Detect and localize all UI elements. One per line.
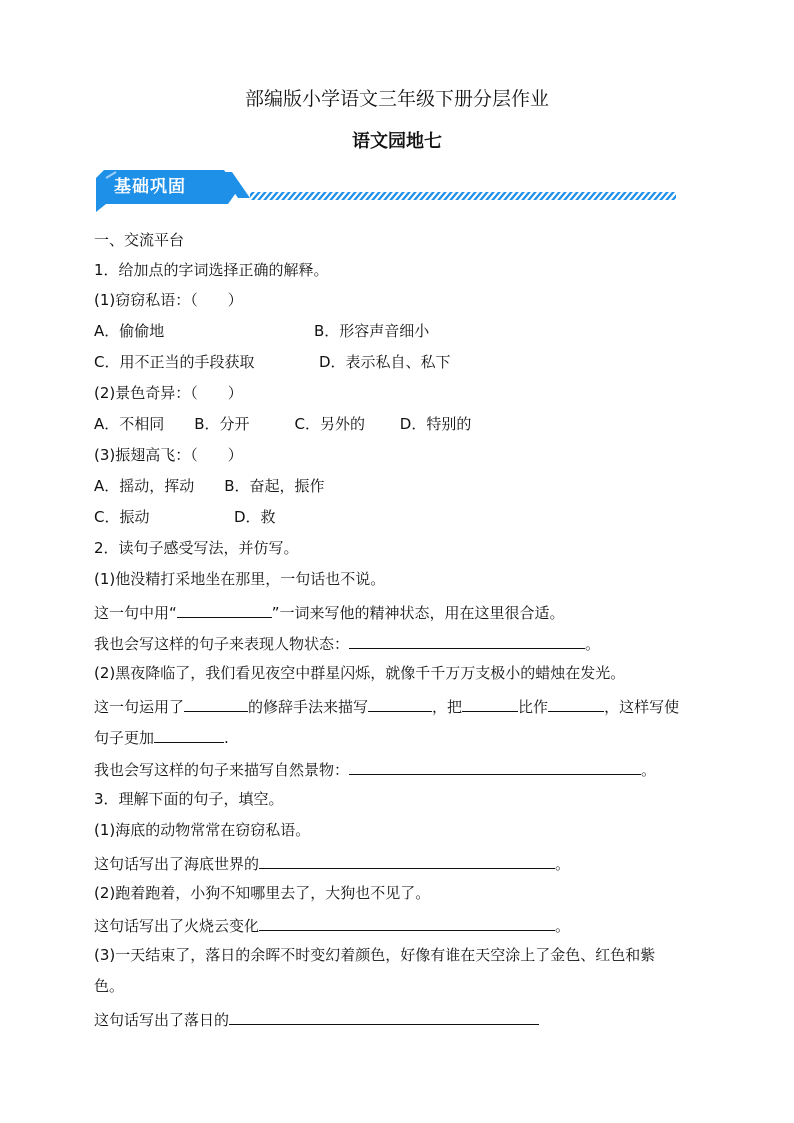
line-15: (2)黑夜降临了，我们看见夜空中群星闪烁，就像千千万万支极小的蜡烛在发光。 — [94, 664, 626, 682]
text-segment: . — [224, 729, 229, 747]
line-21 — [94, 851, 570, 875]
line-17 — [94, 725, 229, 749]
line-12: (1)他没精打采地坐在那里，一句话也不说。 — [94, 570, 386, 588]
answer-blank[interactable] — [184, 694, 248, 712]
line-9: A．摇动，挥动 B．奋起，振作 — [94, 477, 325, 495]
line-24: (3)一天结束了，落日的余晖不时变幻着颜色，好像有谁在天空涂上了金色、红色和紫 — [94, 946, 656, 964]
line-13 — [94, 600, 565, 624]
line-8: (3)振翅高飞：（ ） — [94, 446, 243, 464]
answer-blank[interactable] — [229, 1007, 539, 1025]
option-c: C．振动 — [94, 508, 150, 526]
line-10 — [94, 506, 276, 528]
text-segment: 。 — [641, 761, 657, 779]
option-d: D．表示私自、私下 — [319, 353, 451, 371]
text-segment: 。 — [585, 635, 601, 653]
line-14 — [94, 631, 600, 655]
text-segment: 我也会写这样的句子来描写自然景物： — [94, 761, 350, 779]
answer-blank[interactable] — [154, 725, 224, 743]
text-segment: 比作 — [518, 698, 549, 716]
line-23 — [94, 913, 570, 937]
text-segment: ，把 — [432, 698, 463, 716]
text-segment: 这一句运用了 — [94, 698, 185, 716]
option-c: C．用不正当的手段获取 — [94, 353, 255, 371]
page-subtitle: 语文园地七 — [352, 131, 442, 152]
line-18 — [94, 757, 656, 781]
line-1: 一、交流平台 — [94, 231, 185, 249]
answer-blank[interactable] — [349, 757, 641, 775]
line-7: A．不相同 B．分开 C．另外的 D．特别的 — [94, 415, 472, 433]
line-19: 3．理解下面的句子，填空。 — [94, 790, 284, 808]
page-title: 部编版小学语文三年级下册分层作业 — [244, 88, 549, 110]
answer-blank[interactable] — [259, 851, 555, 869]
text-segment: 这句话写出了海底世界的 — [94, 855, 260, 873]
line-22: (2)跑着跑着，小狗不知哪里去了，大狗也不见了。 — [94, 884, 431, 902]
text-segment: 句子更加 — [94, 729, 155, 747]
text-segment: ”一词来写他的精神状态，用在这里很合适。 — [271, 604, 565, 622]
line-20: (1)海底的动物常常在窃窃私语。 — [94, 821, 311, 839]
answer-blank[interactable] — [349, 631, 585, 649]
text-segment: 这一句中用“ — [94, 604, 177, 622]
line-3: (1)窃窃私语：（ ） — [94, 291, 243, 309]
line-6: (2)景色奇异：（ ） — [94, 384, 243, 402]
option-b: B．形容声音细小 — [314, 322, 430, 340]
option-d: D．救 — [234, 508, 276, 526]
section-label: 基础巩固 — [114, 177, 186, 197]
answer-blank[interactable] — [177, 600, 272, 618]
answer-blank[interactable] — [548, 694, 604, 712]
answer-blank[interactable] — [368, 694, 432, 712]
text-segment: 。 — [555, 917, 571, 935]
line-2: 1．给加点的字词选择正确的解释。 — [94, 261, 329, 279]
line-25: 色。 — [94, 977, 125, 995]
option-a: A．偷偷地 — [94, 322, 165, 340]
text-segment: ，这样写使 — [604, 698, 680, 716]
answer-blank[interactable] — [259, 913, 555, 931]
text-segment: 的修辞手法来描写 — [248, 698, 369, 716]
banner-stripe-bar — [250, 192, 676, 200]
line-4 — [94, 320, 430, 342]
text-segment: 。 — [555, 855, 571, 873]
line-5 — [94, 351, 451, 373]
text-segment: 这句话写出了火烧云变化 — [94, 917, 260, 935]
text-segment: 我也会写这样的句子来表现人物状态： — [94, 635, 350, 653]
answer-blank[interactable] — [462, 694, 518, 712]
line-11: 2．读句子感受写法，并仿写。 — [94, 539, 299, 557]
line-26 — [94, 1007, 539, 1031]
text-segment: 这句话写出了落日的 — [94, 1011, 230, 1029]
line-16 — [94, 694, 679, 718]
